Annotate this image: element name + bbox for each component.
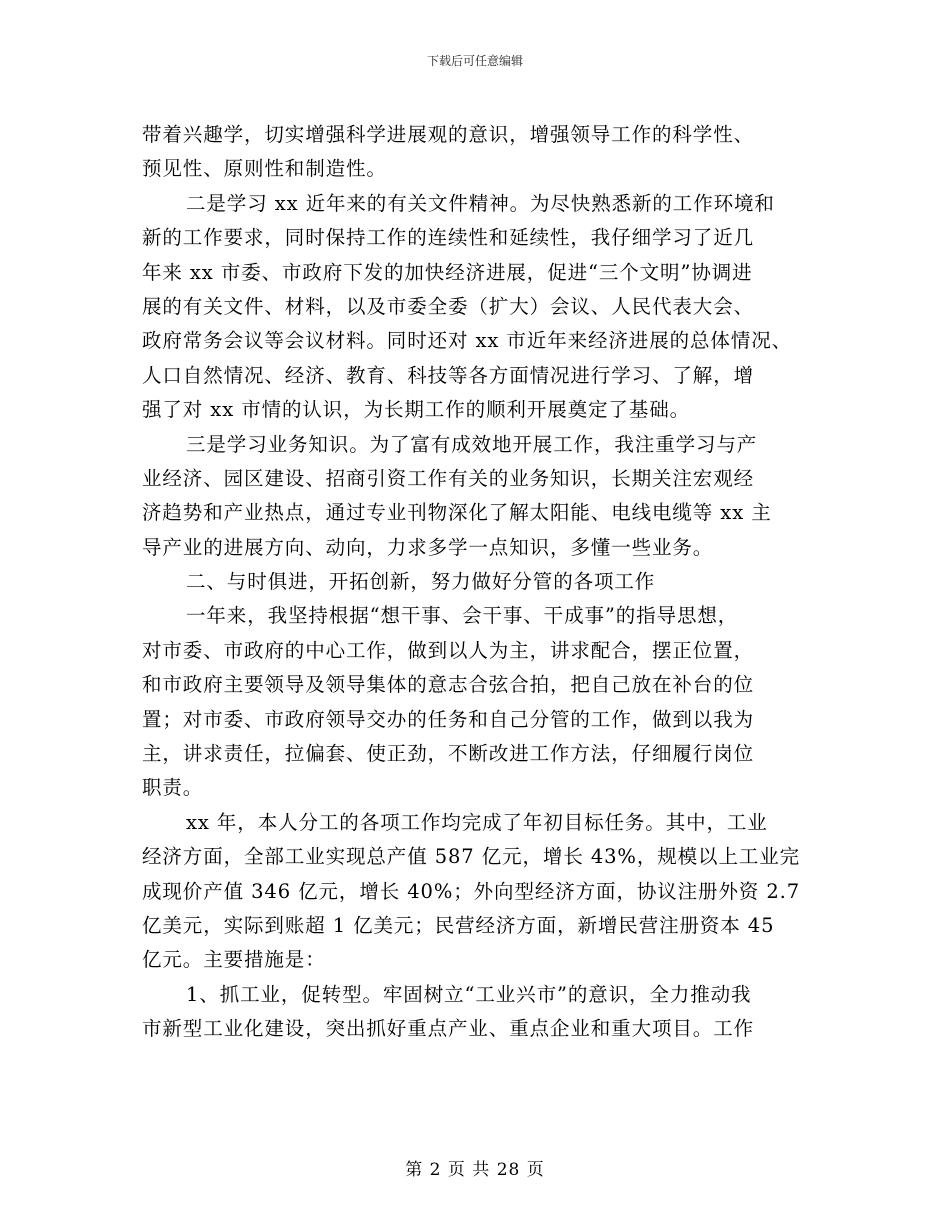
section-heading: 二、与时俱进，开拓创新，努力做好分管的各项工作 bbox=[186, 570, 656, 594]
page-number-footer: 第 2 页 共 28 页 bbox=[405, 1160, 545, 1180]
text-line: 新的工作要求，同时保持工作的连续性和延续性，我仔细学习了近几 bbox=[142, 226, 755, 250]
text-line: 业经济、园区建设、招商引资工作有关的业务知识，长期关注宏观经 bbox=[142, 466, 755, 490]
paragraph-start: 一年来，我坚持根据“想干事、会干事、干成事”的指导思想， bbox=[186, 604, 739, 628]
text-line: 人口自然情况、经济、教育、科技等各方面情况进行学习、了解，增 bbox=[142, 363, 755, 387]
text-line: 政府常务会议等会议材料。同时还对 xx 市近年来经济进展的总体情况、 bbox=[142, 329, 792, 353]
text-line: 带着兴趣学，切实增强科学进展观的意识，增强领导工作的科学性、 bbox=[142, 123, 755, 146]
text-line: 市新型工业化建设，突出抓好重点产业、重点企业和重大项目。工作 bbox=[142, 1017, 755, 1041]
text-line: 亿元。主要措施是： bbox=[142, 948, 326, 972]
paragraph-start: xx 年，本人分工的各项工作均完成了年初目标任务。其中，工业 bbox=[186, 810, 768, 834]
page-header: 下载后可任意编辑 bbox=[426, 54, 523, 68]
text-line: 济趋势和产业热点，通过专业刊物深化了解太阳能、电线电缆等 xx 主 bbox=[142, 501, 772, 525]
text-line: 经济方面，全部工业实现总产值 587 亿元，增长 43%，规模以上工业完 bbox=[142, 845, 801, 869]
text-line: 成现价产值 346 亿元，增长 40%；外向型经济方面，协议注册外资 2.7 bbox=[142, 879, 801, 903]
text-line: 职责。 bbox=[142, 776, 204, 800]
text-line: 年来 xx 市委、市政府下发的加快经济进展，促进“三个文明”协调进 bbox=[142, 260, 753, 284]
text-line: 置；对市委、市政府领导交办的任务和自己分管的工作，做到以我为 bbox=[142, 707, 755, 731]
text-line: 导产业的进展方向、动向，力求多学一点知识，多懂一些业务。 bbox=[142, 535, 714, 559]
document-body bbox=[142, 118, 817, 1047]
text-line: 展的有关文件、材料，以及市委全委（扩大）会议、人民代表大会、 bbox=[142, 294, 755, 318]
text-line: 强了对 xx 市情的认识，为长期工作的顺利开展奠定了基础。 bbox=[142, 398, 690, 422]
text-line: 亿美元，实际到账超 1 亿美元；民营经济方面，新增民营注册资本 45 bbox=[142, 913, 775, 937]
text-line: 预见性、原则性和制造性。 bbox=[142, 157, 387, 181]
paragraph-start: 二是学习 xx 近年来的有关文件精神。为尽快熟悉新的工作环境和 bbox=[186, 191, 775, 215]
text-line: 对市委、市政府的中心工作，做到以人为主，讲求配合，摆正位置， bbox=[142, 638, 755, 662]
text-line: 主，讲求责任，拉偏套、使正劲，不断改进工作方法，仔细履行岗位 bbox=[142, 742, 755, 766]
text-line: 和市政府主要领导及领导集体的意志合弦合拍，把自己放在补台的位 bbox=[142, 673, 755, 697]
paragraph-start: 1、抓工业，促转型。牢固树立“工业兴市”的意识，全力推动我 bbox=[186, 982, 752, 1006]
paragraph-start: 三是学习业务知识。为了富有成效地开展工作，我注重学习与产 bbox=[186, 432, 758, 456]
